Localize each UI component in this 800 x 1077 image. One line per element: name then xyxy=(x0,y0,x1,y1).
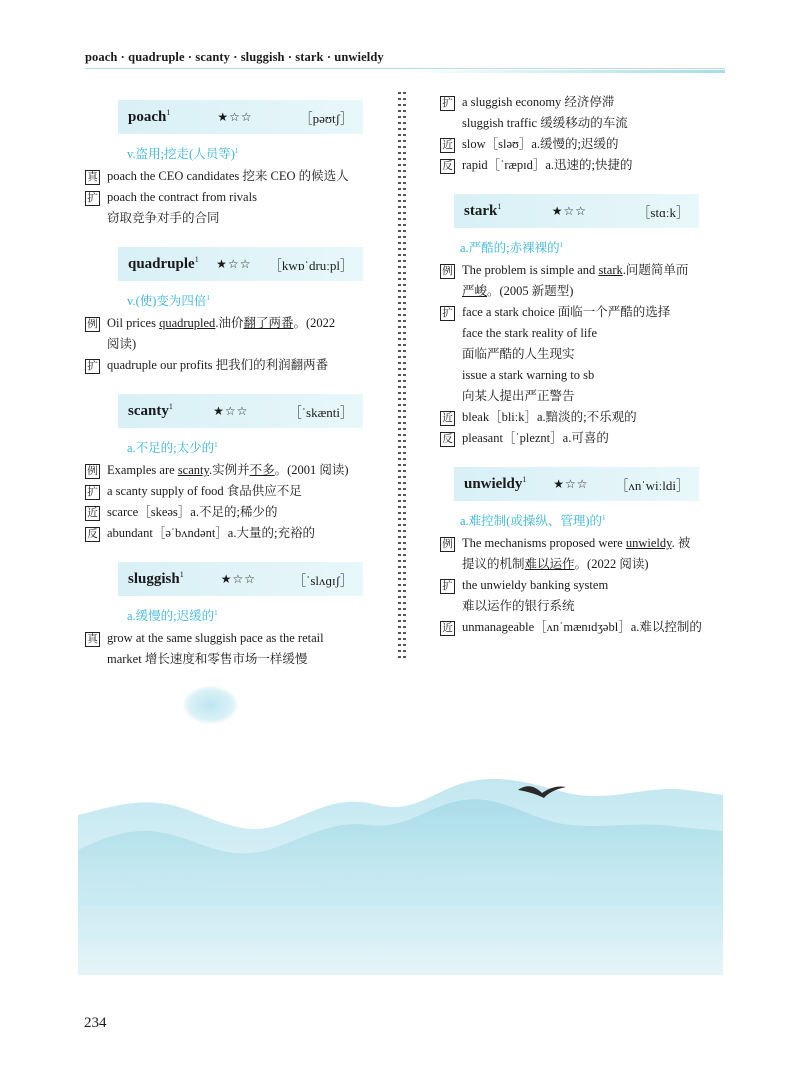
example-line: 提议的机制难以运作。(2022 阅读) xyxy=(462,557,649,571)
phonetic: ［kwɒˈdruːpl］ xyxy=(268,257,353,273)
example-line: 近 bleak［bliːk］a.黯淡的;不乐观的 xyxy=(440,407,730,428)
example-line: market 增长速度和零售市场一样缓慢 xyxy=(107,652,308,666)
sense-label: a.严酷的;赤裸裸的$^1$ xyxy=(460,240,564,255)
tag-badge: 扩 xyxy=(440,306,455,321)
tag-badge: 例 xyxy=(440,537,455,552)
example-line: face the stark reality of life xyxy=(462,326,597,340)
phonetic: ［ˈskænti］ xyxy=(288,404,353,420)
header-rule-accent xyxy=(400,70,725,73)
example-line: 严峻。(2005 新题型) xyxy=(462,284,574,298)
headword: quadruple$^1$ xyxy=(128,255,199,272)
tag-badge: 扩 xyxy=(85,191,100,206)
tag-badge: 近 xyxy=(440,621,455,636)
sense-label: v.盗用;挖走(人员等)$^1$ xyxy=(127,146,239,161)
tag-badge: 反 xyxy=(440,159,455,174)
example-line: 真 poach the CEO candidates 挖来 CEO 的候选人 xyxy=(85,166,385,187)
example-line: 扩 a sluggish economy 经济停滞 xyxy=(440,92,730,113)
sense-label: a.缓慢的;迟缓的$^1$ xyxy=(127,608,218,623)
tag-badge: 近 xyxy=(440,138,455,153)
frequency-stars: ★☆☆ xyxy=(220,571,257,586)
example-line: 例 The problem is simple and stark.问题简单而 xyxy=(440,260,730,281)
example-line: 近 scarce［skeəs］a.不足的;稀少的 xyxy=(85,502,385,523)
tag-badge: 真 xyxy=(85,170,100,185)
phonetic: ［stɑːk］ xyxy=(637,204,689,220)
example-line: 近 unmanageable［ʌnˈmænɪdʒəbl］a.难以控制的 xyxy=(440,617,730,638)
example-line: 例 The mechanisms proposed were unwieldy. 被 xyxy=(440,533,730,554)
frequency-stars: ★☆☆ xyxy=(551,203,588,218)
phonetic: ［pəʊtʃ］ xyxy=(299,110,353,126)
tag-badge: 近 xyxy=(440,411,455,426)
tag-badge: 反 xyxy=(85,527,100,542)
example-line: 真 grow at the same sluggish pace as the retail xyxy=(85,628,385,649)
headword: unwieldy$^1$ xyxy=(464,475,527,492)
frequency-stars: ★☆☆ xyxy=(213,403,249,418)
word-header-unwieldy xyxy=(454,467,699,501)
tag-badge: 例 xyxy=(440,264,455,279)
example-line: 阅读) xyxy=(107,337,137,351)
sense-label: a.难控制(或操纵、管理)的$^1$ xyxy=(460,513,606,528)
column-divider xyxy=(398,92,406,662)
header-rule xyxy=(85,68,725,69)
example-line: 反 abundant［əˈbʌndənt］a.大量的;充裕的 xyxy=(85,523,385,544)
tag-badge: 例 xyxy=(85,464,100,479)
example-line: 近 slow［sləʊ］a.缓慢的;迟缓的 xyxy=(440,134,730,155)
phonetic: ［ʌnˈwiːldi］ xyxy=(615,477,689,493)
tag-badge: 反 xyxy=(440,432,455,447)
example-line: 扩 the unwieldy banking system xyxy=(440,575,730,596)
tag-badge: 扩 xyxy=(85,485,100,500)
frequency-stars: ★☆☆ xyxy=(216,256,252,271)
example-line: issue a stark warning to sb xyxy=(462,368,595,382)
tag-badge: 真 xyxy=(85,632,100,647)
example-line: 反 rapid［ˈræpɪd］a.迅速的;快捷的 xyxy=(440,155,730,176)
example-line: 面临严酷的人生现实 xyxy=(462,347,575,361)
right-column xyxy=(440,92,730,638)
example-line: 向某人提出严正警告 xyxy=(462,389,575,403)
example-line: 扩 quadruple our profits 把我们的利润翻两番 xyxy=(85,355,385,376)
word-header-scanty xyxy=(118,394,363,428)
word-header-poach xyxy=(118,100,363,134)
tag-badge: 扩 xyxy=(440,579,455,594)
headword: poach$^1$ xyxy=(128,108,171,125)
sense-label: v.(使)变为四倍$^1$ xyxy=(127,293,210,308)
sense-label: a.不足的;太少的$^1$ xyxy=(127,440,218,455)
headword: scanty$^1$ xyxy=(128,402,173,419)
frequency-stars: ★☆☆ xyxy=(217,109,253,124)
tag-badge: 扩 xyxy=(440,96,455,111)
tag-badge: 近 xyxy=(85,506,100,521)
example-line: 例 Examples are scanty.实例并不多。(2001 阅读) xyxy=(85,460,385,481)
example-line: 扩 poach the contract from rivals xyxy=(85,187,385,208)
example-line: 例 Oil prices quadrupled.油价翻了两番。(2022 xyxy=(85,313,385,334)
example-line: sluggish traffic 缓缓移动的车流 xyxy=(462,116,628,130)
running-head: poach · quadruple · scanty · sluggish · stark · unwieldy xyxy=(85,50,384,64)
word-header-quadruple xyxy=(118,247,363,281)
word-header-stark xyxy=(454,194,699,228)
headword: stark$^1$ xyxy=(464,202,502,219)
example-line: 难以运作的银行系统 xyxy=(462,599,575,613)
tag-badge: 扩 xyxy=(85,359,100,374)
example-line: 扩 a scanty supply of food 食品供应不足 xyxy=(85,481,385,502)
tag-badge: 例 xyxy=(85,317,100,332)
headword: sluggish$^1$ xyxy=(128,570,184,587)
mountain-scenery-illustration xyxy=(78,765,723,975)
phonetic: ［ˈslʌɡɪʃ］ xyxy=(293,572,353,588)
example-line: 窃取竞争对手的合同 xyxy=(107,211,220,225)
example-line: 扩 face a stark choice 面临一个严酷的选择 xyxy=(440,302,730,323)
left-column xyxy=(85,92,385,670)
cloud-decoration xyxy=(183,686,238,724)
word-header-sluggish xyxy=(118,562,363,596)
frequency-stars: ★☆☆ xyxy=(553,476,589,491)
example-line: 反 pleasant［ˈpleznt］a.可喜的 xyxy=(440,428,730,449)
page-number: 234 xyxy=(84,1015,107,1031)
